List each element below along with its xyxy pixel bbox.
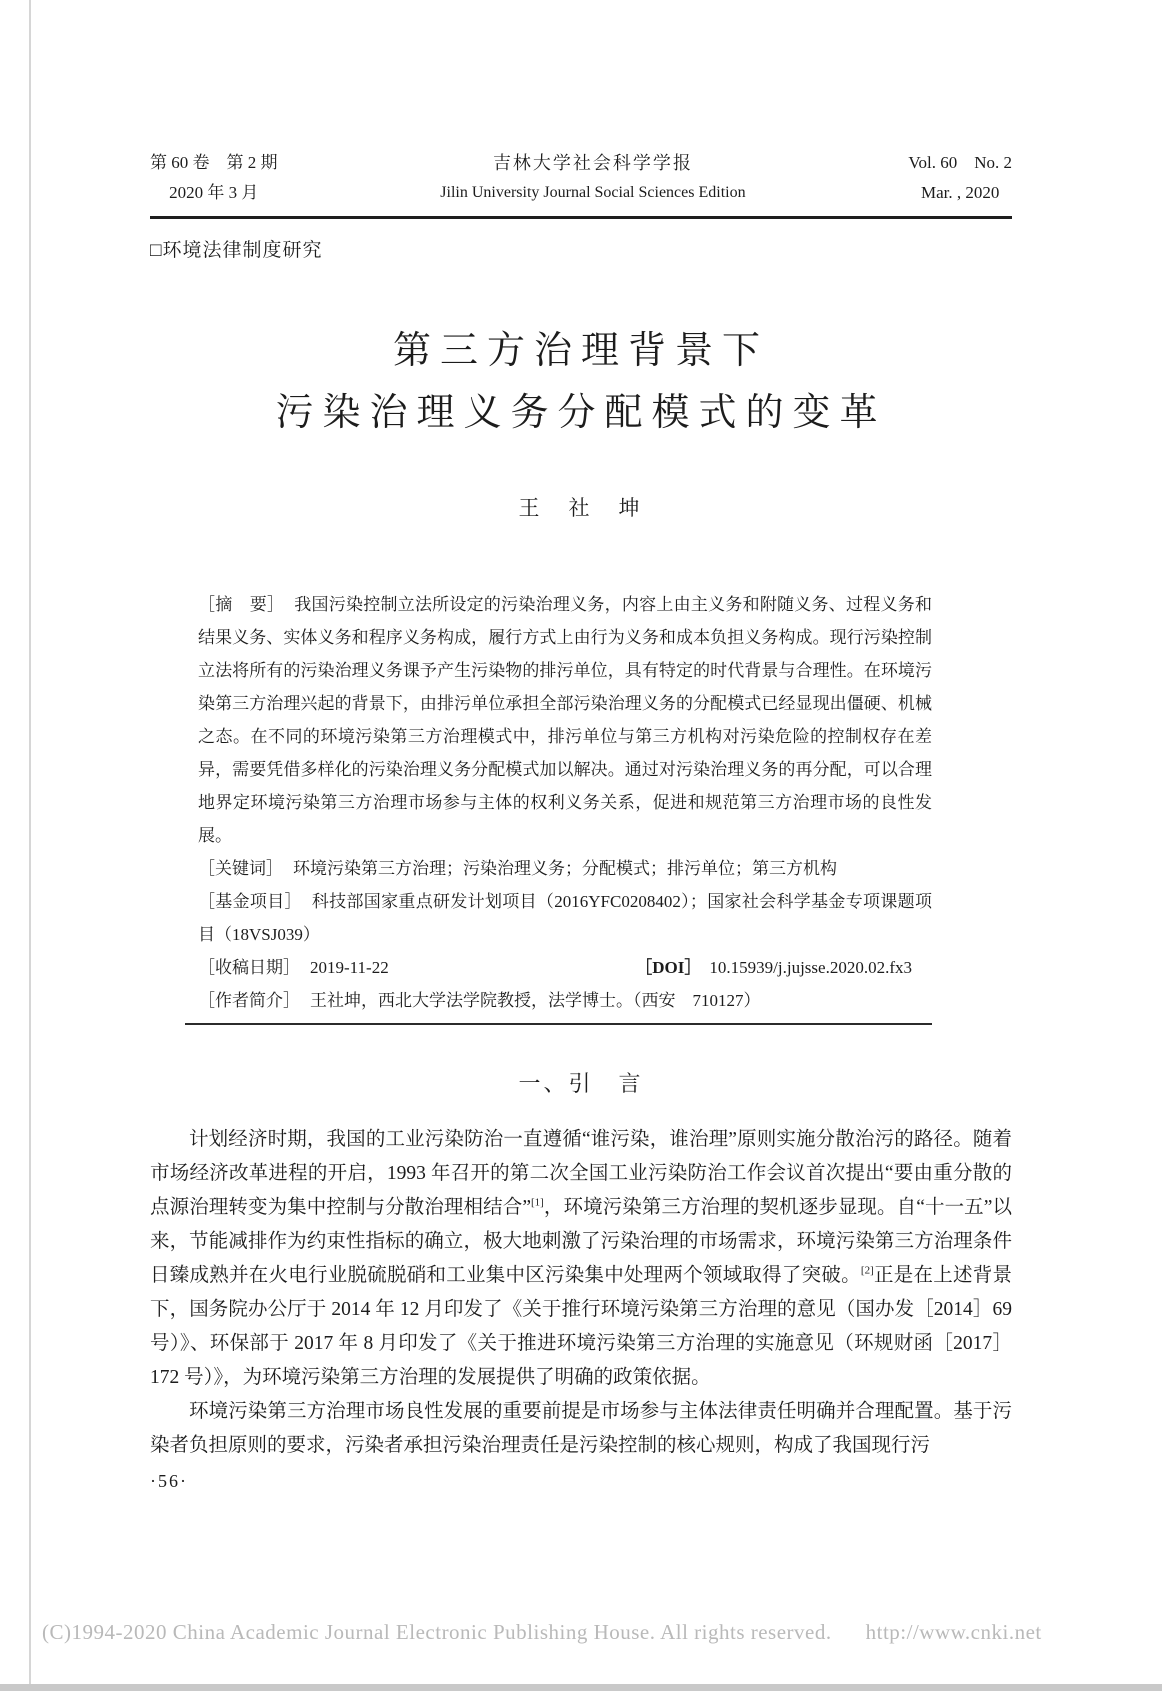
header-volume-issue-en (908, 148, 1012, 208)
fund-text: 科技部国家重点研发计划项目（2016YFC0208402）；国家社会科学基金专项课题项目（18VSJ039） (198, 892, 932, 944)
volume-issue-cn: 第 60 卷 第 2 期 (150, 153, 278, 172)
paragraph-1 (150, 1123, 1012, 1395)
header-volume-issue-cn (150, 148, 278, 208)
cnki-url: http://www.cnki.net (865, 1620, 1042, 1644)
doi (635, 951, 932, 984)
copyright-text: (C)1994-2020 China Academic Journal Electronic Publishing House. All rights reserved. (42, 1620, 832, 1644)
article-title (150, 320, 1012, 444)
paragraph-2: 环境污染第三方治理市场良性发展的重要前提是市场参与主体法律责任明确并合理配置。基于污染者负担原则的要求，污染者承担污染治理责任是污染控制的核心规则，构成了我国现行污 (150, 1401, 1012, 1456)
meta-divider-rule (185, 1023, 932, 1025)
footnote-ref-2: [2] (860, 1264, 874, 1277)
bio-text: 王社坤，西北大学法学院教授，法学博士。（西安 710127） (310, 991, 761, 1010)
keywords (198, 852, 932, 885)
abstract-text: 我国污染控制立法所设定的污染治理义务，内容上由主义务和附随义务、过程义务和结果义务、实体义务和程序义务构成，履行方式上由行为义务和成本负担义务构成。现行污染控制立法将所有的污染治理义务课予产生污染物的排污单位，具有特定的时代背景与合理性。在环境污染第三方治理兴起的背景下，由排污单位承担全部污染治理义务的分配模式已经显现出僵硬、机械之态。在不同的环境污染第三方治理模式中，排污单位与第三方机构对污染危险的控制权存在差异，需要凭借多样化的污染治理义务分配模式加以解决。通过对污染治理义务的再分配，可以合理地界定环境污染第三方治理市场参与主体的权利义务关系，促进和规范第三方治理市场的良性发展。 (198, 595, 933, 845)
received-value: 2019-11-22 (310, 958, 389, 977)
scan-edge-left (29, 0, 31, 1691)
date-en: Mar. , 2020 (920, 183, 1000, 202)
journal-header (150, 148, 1012, 208)
date-cn: 2020 年 3 月 (169, 183, 259, 202)
article-title-line1: 第三方治理背景下 (392, 330, 769, 372)
para1-seg1: 计划经济时期，我国的工业污染防治一直遵循“谁污染，谁治理”原则实施分散治污的路径。随着市场经济改革进程的开启，1993 年召开的第二次全国工业污染防治工作会议首次提出“要由重分散的点源治理转变为集中控制与分散治理相结合” (150, 1129, 1012, 1218)
article-meta (198, 588, 932, 1017)
received-doi-row (198, 951, 932, 984)
doi-value: 10.15939/j.jujsse.2020.02.fx3 (709, 958, 912, 977)
article-title-line2: 污染治理义务分配模式的变革 (275, 392, 887, 434)
fund-label: ［基金项目］ (198, 892, 302, 911)
footnote-ref-1: [1] (530, 1196, 544, 1209)
bio-label: ［作者简介］ (198, 991, 300, 1010)
journal-name-en: Jilin University Journal Social Sciences Edition (440, 184, 746, 201)
received-label: ［收稿日期］ (198, 958, 300, 977)
author-name: 王 社 坤 (518, 496, 644, 520)
keywords-label: ［关键词］ (198, 859, 283, 878)
header-double-rule (150, 216, 1012, 219)
received-date (198, 951, 389, 984)
section-heading: 一、引 言 (518, 1071, 644, 1096)
body-text (150, 1123, 1012, 1463)
page-number: ·56· (150, 1471, 188, 1491)
column-tag: □环境法律制度研究 (150, 240, 323, 261)
header-journal-name (440, 148, 745, 208)
copyright-footer (42, 1620, 1042, 1645)
para1-seg2: ，环境污染第三方治理的契机逐步显现。自“十一五”以来，节能减排作为约束性指标的确立，极大地刺激了污染治理的市场需求，环境污染第三方治理条件日臻成熟并在火电行业脱硫脱硝和工业集中区污染集中处理两个领域取得了突破。 (150, 1197, 1013, 1286)
doi-label: ［DOI］ (635, 958, 702, 977)
keywords-text: 环境污染第三方治理；污染治理义务；分配模式；排污单位；第三方机构 (293, 859, 837, 878)
para1-seg3: 正是在上述背景下，国务院办公厅于 2014 年 12 月印发了《关于推行环境污染第三方治理的意见（国办发［2014］69 号）》、环保部于 2017 年 8 月印发了《关于推进环境污染第三方治理的实施意见（环规财函［2017］172 号）》，为环境污染第三方治理的发展提供了明确的政策依据。 (150, 1265, 1012, 1388)
abstract (198, 588, 932, 852)
volume-issue-en: Vol. 60 No. 2 (908, 153, 1012, 172)
fund-project (198, 885, 932, 951)
scan-edge-bottom (0, 1684, 1162, 1691)
abstract-label: ［摘 要］ (198, 595, 285, 614)
journal-name-cn: 吉林大学社会科学学报 (492, 153, 693, 173)
author-bio (198, 984, 932, 1017)
